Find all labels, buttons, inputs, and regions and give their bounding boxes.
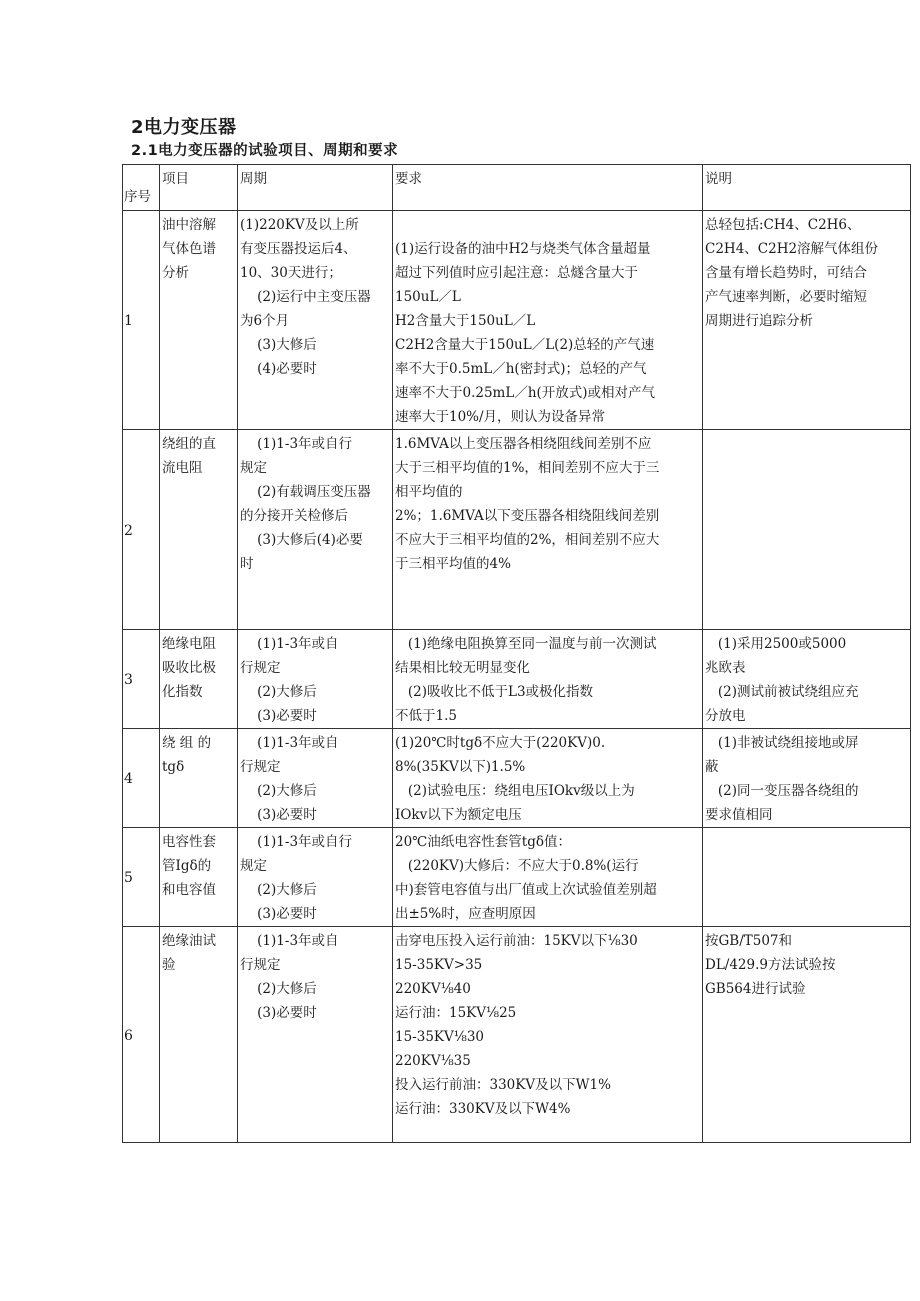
note-line: 周期进行追踪分析 <box>705 313 813 329</box>
table-row <box>123 729 911 828</box>
requirement-line: (1)20℃时tgδ不应大于(220KV)0. <box>395 735 606 751</box>
period-line: 行规定 <box>240 660 281 676</box>
cell-requirement <box>393 211 703 430</box>
note-line: 兆欧表 <box>705 660 746 676</box>
cell-period <box>238 630 393 729</box>
table-row <box>123 630 911 729</box>
cell-period <box>238 430 393 630</box>
section-title: 2电力变压器 <box>131 117 237 138</box>
note-line: GB564进行试验 <box>705 981 806 997</box>
requirement-line: (2)吸收比不低于L3或极化指数 <box>395 684 594 700</box>
requirement-line: 投入运行前油：330KV及以下W1% <box>395 1077 611 1093</box>
table-row <box>123 828 911 927</box>
table-header-row <box>123 165 911 211</box>
table-row <box>123 211 911 430</box>
cell-requirement <box>393 630 703 729</box>
requirement-line: 运行油：330KV及以下W4% <box>395 1101 571 1117</box>
header-item: 项目 <box>160 165 238 211</box>
requirement-line: 8%(35KV以下)1.5% <box>395 759 526 775</box>
period-line: (1)1-3年或自行 <box>240 834 353 850</box>
item-line: 流电阻 <box>162 460 203 476</box>
row-index: 1 <box>123 211 160 430</box>
cell-note <box>703 211 911 430</box>
item-line: 电容性套 <box>162 834 216 850</box>
item-line: 气体色谱 <box>162 241 216 257</box>
cell-item <box>160 211 238 430</box>
item-line: tgδ <box>162 759 185 775</box>
period-line: (1)1-3年或自行 <box>240 436 353 452</box>
period-line: (1)220KV及以上所 <box>240 217 359 233</box>
period-line: (3)大修后(4)必要 <box>240 532 363 548</box>
row-index: 3 <box>123 630 160 729</box>
cell-requirement <box>393 828 703 927</box>
header-note: 说明 <box>703 165 911 211</box>
requirement-line: (1)绝缘电阻换算至同一温度与前一次测试 <box>395 636 657 652</box>
requirement-line <box>395 213 700 237</box>
requirement-line: 超过下列值时应引起注意：总燧含量大于 <box>395 265 638 281</box>
table-row <box>123 430 911 630</box>
period-line: 有变压器投运后4、 <box>240 241 357 257</box>
period-line: (3)必要时 <box>240 807 317 823</box>
cell-item <box>160 729 238 828</box>
item-line: 吸收比极 <box>162 660 216 676</box>
period-line: 时 <box>240 556 254 572</box>
requirement-line: C2H2含量大于150uL／L(2)总轻的产气速 <box>395 337 655 353</box>
row-index: 6 <box>123 927 160 1143</box>
period-line: (3)必要时 <box>240 1005 317 1021</box>
requirement-line: 率不大于0.5mL／h(密封式)；总轻的产气 <box>395 361 647 377</box>
requirement-line: 运行油：15KV⅛25 <box>395 1005 517 1021</box>
requirement-line: 不应大于三相平均值的2%，相间差别不应大 <box>395 532 660 548</box>
header-requirement: 要求 <box>393 165 703 211</box>
period-line: (3)必要时 <box>240 708 317 724</box>
cell-requirement <box>393 927 703 1143</box>
period-line: (2)运行中主变压器 <box>240 289 371 305</box>
note-line: (2)同一变压器各绕组的 <box>705 783 859 799</box>
item-line: 油中溶解 <box>162 217 216 233</box>
period-line: (1)1-3年或自 <box>240 933 339 949</box>
note-line: 要求值相同 <box>705 807 773 823</box>
cell-item <box>160 430 238 630</box>
note-line: C2H4、C2H2溶解气体组份 <box>705 241 879 257</box>
requirement-line: 220KV⅛35 <box>395 1053 471 1069</box>
period-line: (3)大修后 <box>240 337 317 353</box>
cell-period <box>238 211 393 430</box>
requirement-line: 15-35KV⅛30 <box>395 1029 485 1045</box>
requirement-line: IOkv以下为额定电压 <box>395 807 522 823</box>
header-period: 周期 <box>238 165 393 211</box>
period-line: 的分接开关检修后 <box>240 508 348 524</box>
item-line: 绝缘电阻 <box>162 636 216 652</box>
cell-item <box>160 828 238 927</box>
cell-note <box>703 630 911 729</box>
requirement-line: (1)运行设备的油中H2与烧类气体含量超量 <box>395 241 651 257</box>
item-line: 和电容值 <box>162 882 216 898</box>
cell-period <box>238 828 393 927</box>
note-line: 按GB/T507和 <box>705 933 793 949</box>
note-line: (1)非被试绕组接地或屏 <box>705 735 859 751</box>
note-line: DL/429.9方法试验按 <box>705 957 836 973</box>
table-row <box>123 927 911 1143</box>
cell-item <box>160 927 238 1143</box>
period-line: (1)1-3年或自 <box>240 636 339 652</box>
requirement-line: 击穿电压投入运行前油：15KV以下⅛30 <box>395 933 638 949</box>
requirement-line: 于三相平均值的4% <box>395 556 511 572</box>
note-line: 分放电 <box>705 708 746 724</box>
requirement-line: 速率不大于0.25mL／h(开放式)或相对产气 <box>395 385 656 401</box>
item-line: 化指数 <box>162 684 203 700</box>
period-line: (2)有载调压变压器 <box>240 484 371 500</box>
requirement-line: (220KV)大修后：不应大于0.8%(运行 <box>395 858 639 874</box>
requirement-line: 结果相比较无明显变化 <box>395 660 530 676</box>
period-line: (3)必要时 <box>240 906 317 922</box>
requirement-line: 不低于1.5 <box>395 708 457 724</box>
requirement-line: 速率大于10%/月，则认为设备异常 <box>395 409 606 425</box>
cell-note <box>703 729 911 828</box>
requirement-line: 20℃油纸电容性套管tgδ值： <box>395 834 571 850</box>
requirement-line: 150uL／L <box>395 289 461 305</box>
requirement-line: 220KV⅛40 <box>395 981 471 997</box>
item-line: 绕 组 的 <box>162 735 212 751</box>
period-line: (2)大修后 <box>240 882 317 898</box>
period-line: (2)大修后 <box>240 981 317 997</box>
row-index: 5 <box>123 828 160 927</box>
header-index: 序号 <box>123 165 160 211</box>
period-line: 行规定 <box>240 957 281 973</box>
cell-requirement <box>393 729 703 828</box>
item-line: 验 <box>162 957 176 973</box>
period-line: 为6个月 <box>240 313 290 329</box>
cell-period <box>238 729 393 828</box>
requirement-line: 1.6MVA以上变压器各相绕阻线间差别不应 <box>395 436 652 452</box>
section-subtitle: 2.1电力变压器的试验项目、周期和要求 <box>131 143 399 159</box>
period-line: 行规定 <box>240 759 281 775</box>
cell-note <box>703 430 911 630</box>
cell-period <box>238 927 393 1143</box>
row-index: 4 <box>123 729 160 828</box>
requirement-line: 相平均值的 <box>395 484 463 500</box>
note-line: 总轻包括:CH4、C2H6、 <box>705 217 861 233</box>
period-line: (2)大修后 <box>240 783 317 799</box>
note-line: 产气速率判断，必要时缩短 <box>705 289 867 305</box>
period-line: (2)大修后 <box>240 684 317 700</box>
requirement-line: 出±5%时，应查明原因 <box>395 906 536 922</box>
period-line: 规定 <box>240 460 267 476</box>
item-line: 绝缘油试 <box>162 933 216 949</box>
note-line: 含量有增长趋势时，可结合 <box>705 265 867 281</box>
note-line: (1)采用2500或5000 <box>705 636 847 652</box>
note-line: 蔽 <box>705 759 719 775</box>
requirement-line: 大于三相平均值的1%，相间差别不应大于三 <box>395 460 660 476</box>
period-line: 规定 <box>240 858 267 874</box>
period-line: 10、30天进行； <box>240 265 342 281</box>
period-line: (1)1-3年或自 <box>240 735 339 751</box>
cell-note <box>703 927 911 1143</box>
requirement-line: (2)试验电压：绕组电压IOkv级以上为 <box>395 783 635 799</box>
item-line: 管Igδ的 <box>162 858 212 874</box>
item-line: 绕组的直 <box>162 436 216 452</box>
cell-note <box>703 828 911 927</box>
cell-item <box>160 630 238 729</box>
note-line: (2)测试前被试绕组应充 <box>705 684 859 700</box>
cell-requirement <box>393 430 703 630</box>
test-items-table <box>122 164 911 1143</box>
requirement-line: H2含量大于150uL／L <box>395 313 536 329</box>
requirement-line: 15-35KV>35 <box>395 957 483 973</box>
row-index: 2 <box>123 430 160 630</box>
period-line: (4)必要时 <box>240 361 317 377</box>
requirement-line: 2%；1.6MVA以下变压器各相绕阻线间差别 <box>395 508 660 524</box>
item-line: 分析 <box>162 265 189 281</box>
requirement-line: 中)套管电容值与出厂值或上次试验值差别超 <box>395 882 657 898</box>
